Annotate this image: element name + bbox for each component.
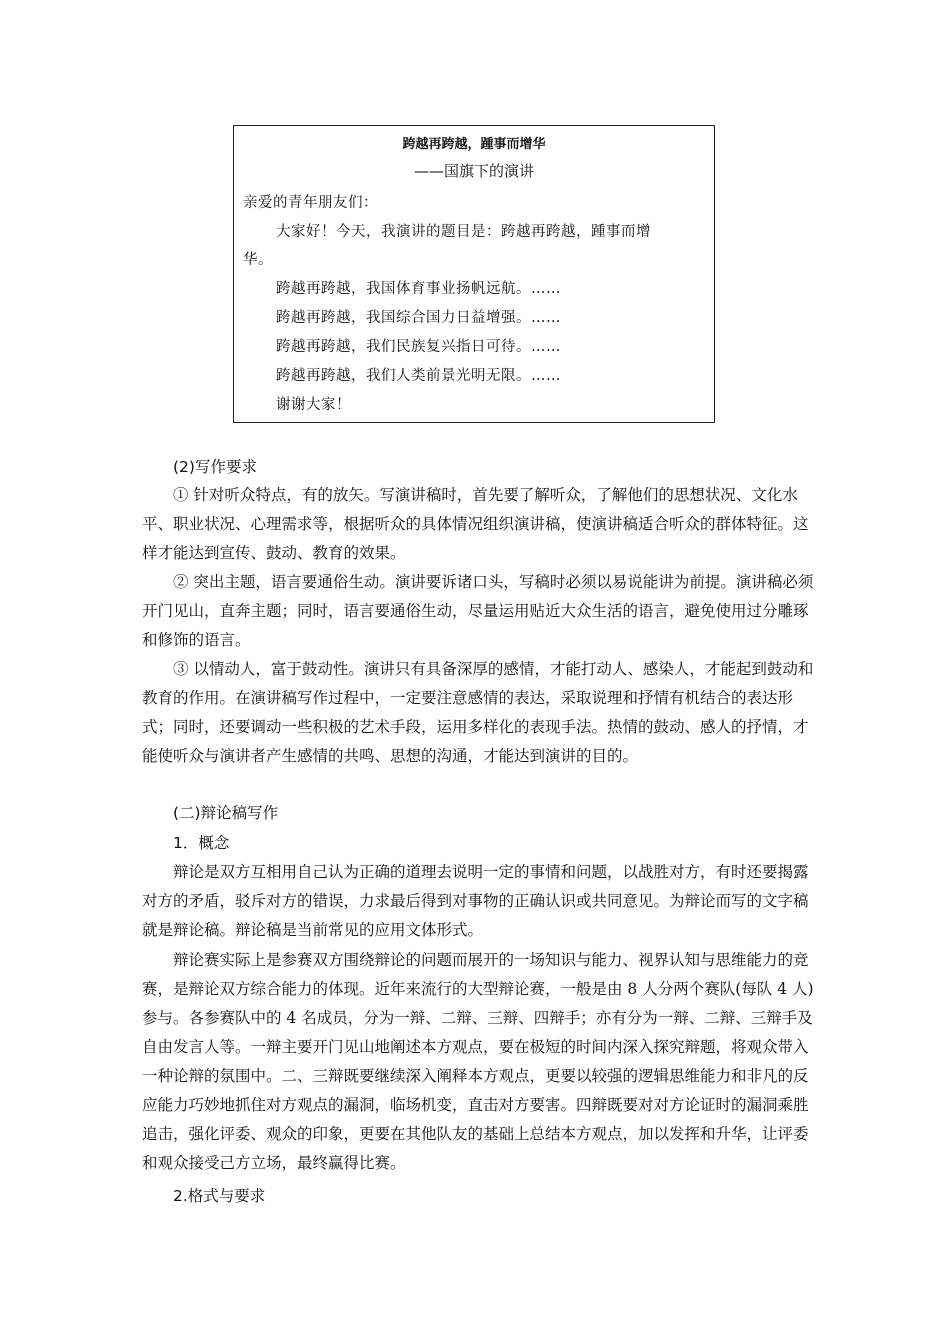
requirement-item-2: ② 突出主题，语言要通俗生动。演讲要诉诸口头，写稿时必须以易说能讲为前提。演讲稿必须开门见山，直奔主题；同时，语言要通俗生动，尽量运用贴近大众生活的语言，避免使用过分雕琢和修饰的语言。 [142, 573, 814, 649]
debate-section-heading: (二)辩论稿写作 [173, 804, 279, 822]
debate-paragraph-2: 辩论赛实际上是参赛双方围绕辩论的问题而展开的一场知识与能力、视界认知与思维能力的竞赛，是辩论双方综合能力的体现。近年来流行的大型辩论赛，一般是由 8 人分两个赛队(每队 4 人)参与。各参赛队中的 4 名成员，分为一辩、二辩、三辩、四辩手；亦有分为一辩、二辩、三辩手及自由发言人等。一辩主要开门见山地阐述本方观点，要在极短的时间内深入探究辩题，将观众带入一种论辩的氛围中。二、三辩既要继续深入阐释本方观点，更要以较强的逻辑思维能力和非凡的反应能力巧妙地抓住对方观点的漏洞，临场机变，直击对方要害。四辩既要对对方论证时的漏洞乘胜追击，强化评委、观众的印象，更要在其他队友的基础上总结本方观点，加以发挥和升华，让评委和观众接受己方立场，最终赢得比赛。 [142, 951, 814, 1172]
speech-closing: 谢谢大家！ [276, 397, 351, 413]
writing-requirements-heading: (2)写作要求 [173, 458, 257, 476]
speech-line: 跨越再跨越，我国体育事业扬帆远航。…… [276, 281, 561, 297]
speech-intro-line2: 华。 [243, 252, 273, 268]
concept-heading: 1．概念 [173, 834, 230, 852]
speech-title: 跨越再跨越，踵事而增华 [402, 137, 546, 152]
requirement-item-1: ① 针对听众特点，有的放矢。写演讲稿时，首先要了解听众，了解他们的思想状况、文化水平、职业状况、心理需求等，根据听众的具体情况组织演讲稿，使演讲稿适合听众的群体特征。这样才能达到宣传、鼓动、教育的效果。 [142, 486, 809, 562]
speech-line: 跨越再跨越，我们民族复兴指日可待。…… [276, 339, 561, 355]
format-heading: 2.格式与要求 [173, 1187, 266, 1205]
debate-paragraph-1: 辩论是双方互相用自己认为正确的道理去说明一定的事情和问题，以战胜对方，有时还要揭露对方的矛盾，驳斥对方的错误，力求最后得到对事物的正确认识或共同意见。为辩论而写的文字稿就是辩论稿。辩论稿是当前常见的应用文体形式。 [142, 863, 809, 939]
speech-sample-box [233, 125, 715, 423]
speech-subtitle: ——国旗下的演讲 [413, 162, 534, 180]
speech-greeting: 亲爱的青年朋友们： [243, 195, 378, 211]
speech-intro-line1: 大家好！今天，我演讲的题目是：跨越再跨越，踵事而增 [276, 224, 651, 240]
requirement-item-3: ③ 以情动人，富于鼓动性。演讲只有具备深厚的感情，才能打动人、感染人，才能起到鼓动和教育的作用。在演讲稿写作过程中，一定要注意感情的表达，采取说理和抒情有机结合的表达形式；同时，还要调动一些积极的艺术手段，运用多样化的表现手法。热情的鼓动、感人的抒情，才能使听众与演讲者产生感情的共鸣、思想的沟通，才能达到演讲的目的。 [142, 660, 814, 765]
speech-line: 跨越再跨越，我们人类前景光明无限。…… [276, 368, 561, 384]
speech-line: 跨越再跨越，我国综合国力日益增强。…… [276, 310, 561, 326]
